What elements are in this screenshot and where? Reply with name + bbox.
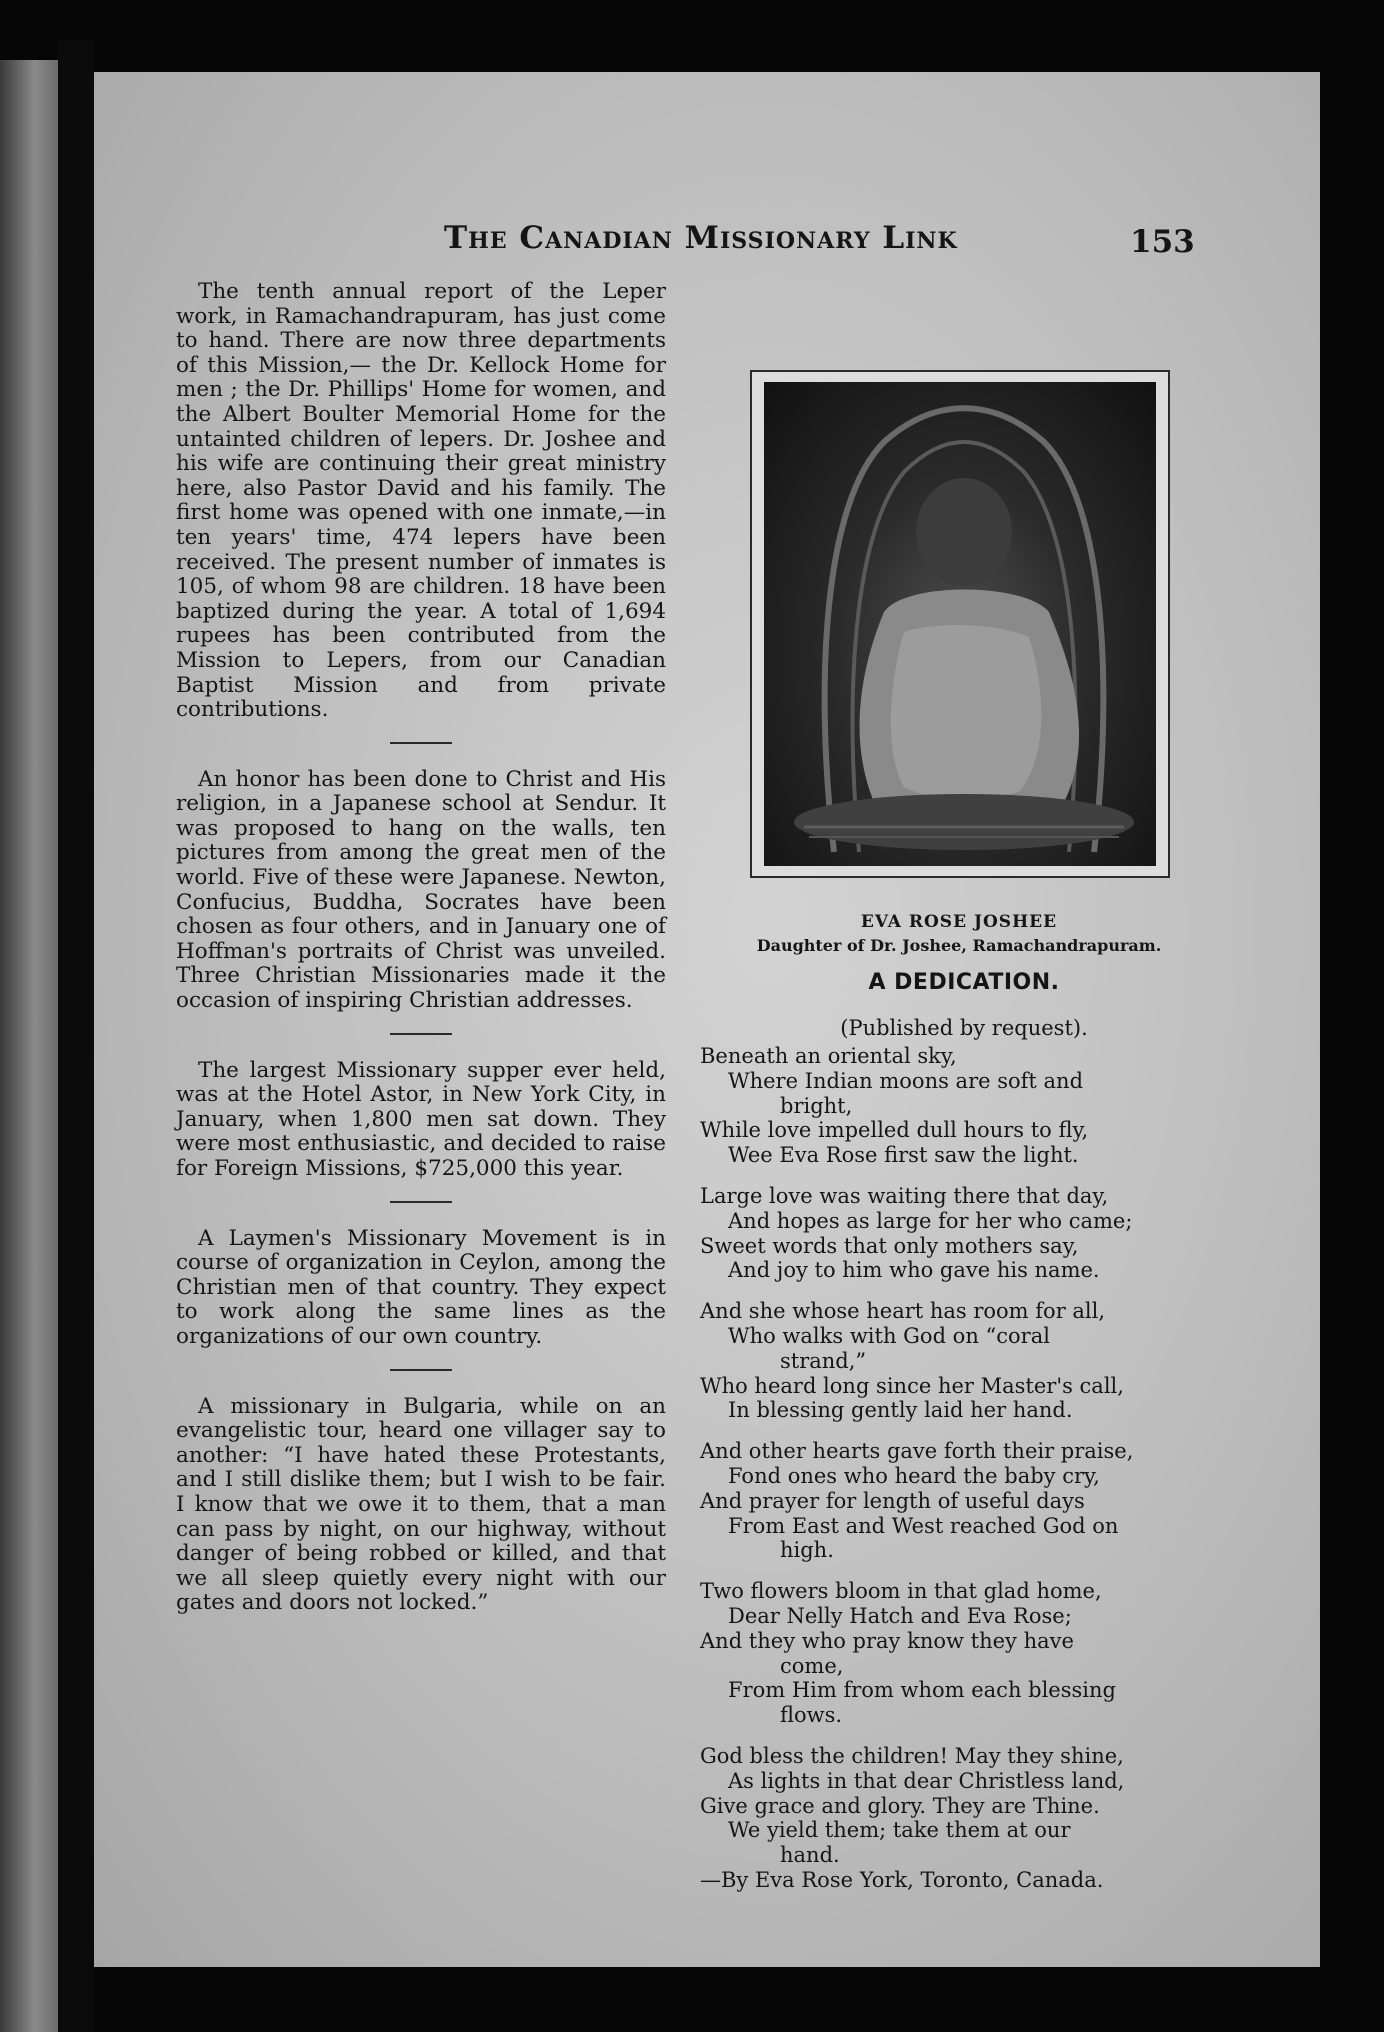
- poem-line: Large love was waiting there that day,: [700, 1183, 1109, 1208]
- poem-title: A DEDICATION.: [868, 970, 1060, 995]
- poem-line: And prayer for length of useful days: [700, 1488, 1085, 1513]
- poem-stanza: [700, 1184, 1280, 1283]
- adjacent-page-edge: [0, 60, 58, 2032]
- poem-line: We yield them; take them at our: [728, 1818, 1071, 1843]
- poem-line: Wee Eva Rose first saw the light.: [728, 1143, 1079, 1168]
- section-divider: [390, 1369, 452, 1371]
- poem-line: Two flowers bloom in that glad home,: [700, 1579, 1102, 1604]
- japanese-school-paragraph: An honor has been done to Christ and His religion, in a Japanese school at Sendur. It was proposed to hang on the walls, ten pictures from among the great men of the world. Five of these were Japanese. Newton, Confucius, Buddha, Socrates have been chosen as four others, and in January one of Hoffman's portraits of Christ was unveiled. Three Christian Missionaries made it the occasion of inspiring Christian addresses.: [176, 766, 666, 1014]
- portrait-photo: [764, 382, 1156, 866]
- poem-line: bright,: [780, 1093, 853, 1118]
- missionary-supper-paragraph: The largest Missionary supper ever held, was at the Hotel Astor, in New York City, in January, when 1,800 men sat down. They were most enthusiastic, and decided to raise for Foreign Missions, $725,000 this year.: [176, 1057, 666, 1181]
- poem-stanza: [700, 1579, 1280, 1728]
- poem-line: strand,”: [780, 1348, 867, 1373]
- poem-line: And other hearts gave forth their praise,: [700, 1439, 1134, 1464]
- publication-title: The Canadian Missionary Link: [444, 220, 958, 256]
- portrait-photo-frame: [750, 370, 1170, 878]
- photo-caption: [704, 910, 1214, 958]
- poem-line: From Him from whom each blessing: [728, 1678, 1116, 1703]
- poem-line: And they who pray know they have: [700, 1628, 1074, 1653]
- poem-stanza: [700, 1299, 1280, 1423]
- section-divider: [390, 742, 452, 744]
- poem-line: Sweet words that only mothers say,: [700, 1233, 1079, 1258]
- magazine-page: [94, 72, 1320, 1967]
- poem-line: Dear Nelly Hatch and Eva Rose;: [728, 1603, 1072, 1628]
- book-gutter: [58, 40, 94, 2032]
- poem-line: high.: [780, 1538, 834, 1563]
- poem-line: come,: [780, 1653, 844, 1678]
- poem-line: Give grace and glory. They are Thine.: [700, 1793, 1100, 1818]
- poem-line: From East and West reached God on: [728, 1513, 1119, 1538]
- poem-line: Where Indian moons are soft and: [728, 1068, 1084, 1093]
- photo-caption-name: EVA ROSE JOSHEE: [860, 912, 1058, 932]
- poem-body: [700, 1044, 1280, 1909]
- poem-line: Beneath an oriental sky,: [700, 1044, 957, 1068]
- poem-line: Who walks with God on “coral: [728, 1323, 1050, 1348]
- photo-caption-subtitle: Daughter of Dr. Joshee, Ramachandrapuram.: [756, 936, 1162, 955]
- poem-note: (Published by request).: [840, 1016, 1088, 1040]
- poem-line: And hopes as large for her who came;: [728, 1208, 1133, 1233]
- laymen-movement-paragraph: A Laymen's Missionary Movement is in course of organization in Ceylon, among the Christian men of that country. They expect to work along the same lines as the organizations of our own country.: [176, 1225, 666, 1349]
- poem-line: And joy to him who gave his name.: [728, 1258, 1100, 1283]
- left-column: [176, 280, 666, 1616]
- section-divider: [390, 1033, 452, 1035]
- poem-line: While love impelled dull hours to fly,: [700, 1118, 1089, 1143]
- running-head: [94, 220, 1320, 260]
- poem-stanza: [700, 1439, 1280, 1563]
- page-number: 153: [1130, 224, 1195, 260]
- poem-line: As lights in that dear Christless land,: [728, 1768, 1125, 1793]
- bulgaria-missionary-paragraph: A missionary in Bulgaria, while on an evangelistic tour, heard one villager say to another: “I have hated these Protestants, and I still dislike them; but I wish to be fair. I know that we owe it to them, that a man can pass by night, on our highway, without danger of being robbed or killed, and that we all sleep quietly every night with our gates and doors not locked.”: [176, 1393, 666, 1616]
- poem-line: flows.: [780, 1703, 843, 1728]
- poem-stanza: [700, 1744, 1280, 1893]
- poem-line: Who heard long since her Master's call,: [700, 1373, 1124, 1398]
- poem-line: In blessing gently laid her hand.: [728, 1398, 1073, 1423]
- poem-line: hand.: [780, 1843, 840, 1868]
- child-portrait-image: [764, 382, 1156, 866]
- poem-byline: —By Eva Rose York, Toronto, Canada.: [700, 1867, 1104, 1892]
- poem-stanza: [700, 1044, 1280, 1168]
- section-divider: [390, 1201, 452, 1203]
- poem-line: God bless the children! May they shine,: [700, 1743, 1124, 1768]
- poem-line: And she whose heart has room for all,: [700, 1299, 1106, 1324]
- poem-line: Fond ones who heard the baby cry,: [728, 1463, 1100, 1488]
- leper-work-paragraph: The tenth annual report of the Leper work, in Ramachandrapuram, has just come to hand. There are now three departments of this Mission,— the Dr. Kellock Home for men ; the Dr. Phillips' Home for women, and the Albert Boulter Memorial Home for the untainted children of lepers. Dr. Joshee and his wife are continuing their great ministry here, also Pastor David and his family. The first home was opened with one inmate,—in ten years' time, 474 lepers have been received. The present number of inmates is 105, of whom 98 are children. 18 have been baptized during the year. A total of 1,694 rupees has been contributed from the Mission to Lepers, from our Canadian Baptist Mission and from private contributions.: [176, 279, 666, 723]
